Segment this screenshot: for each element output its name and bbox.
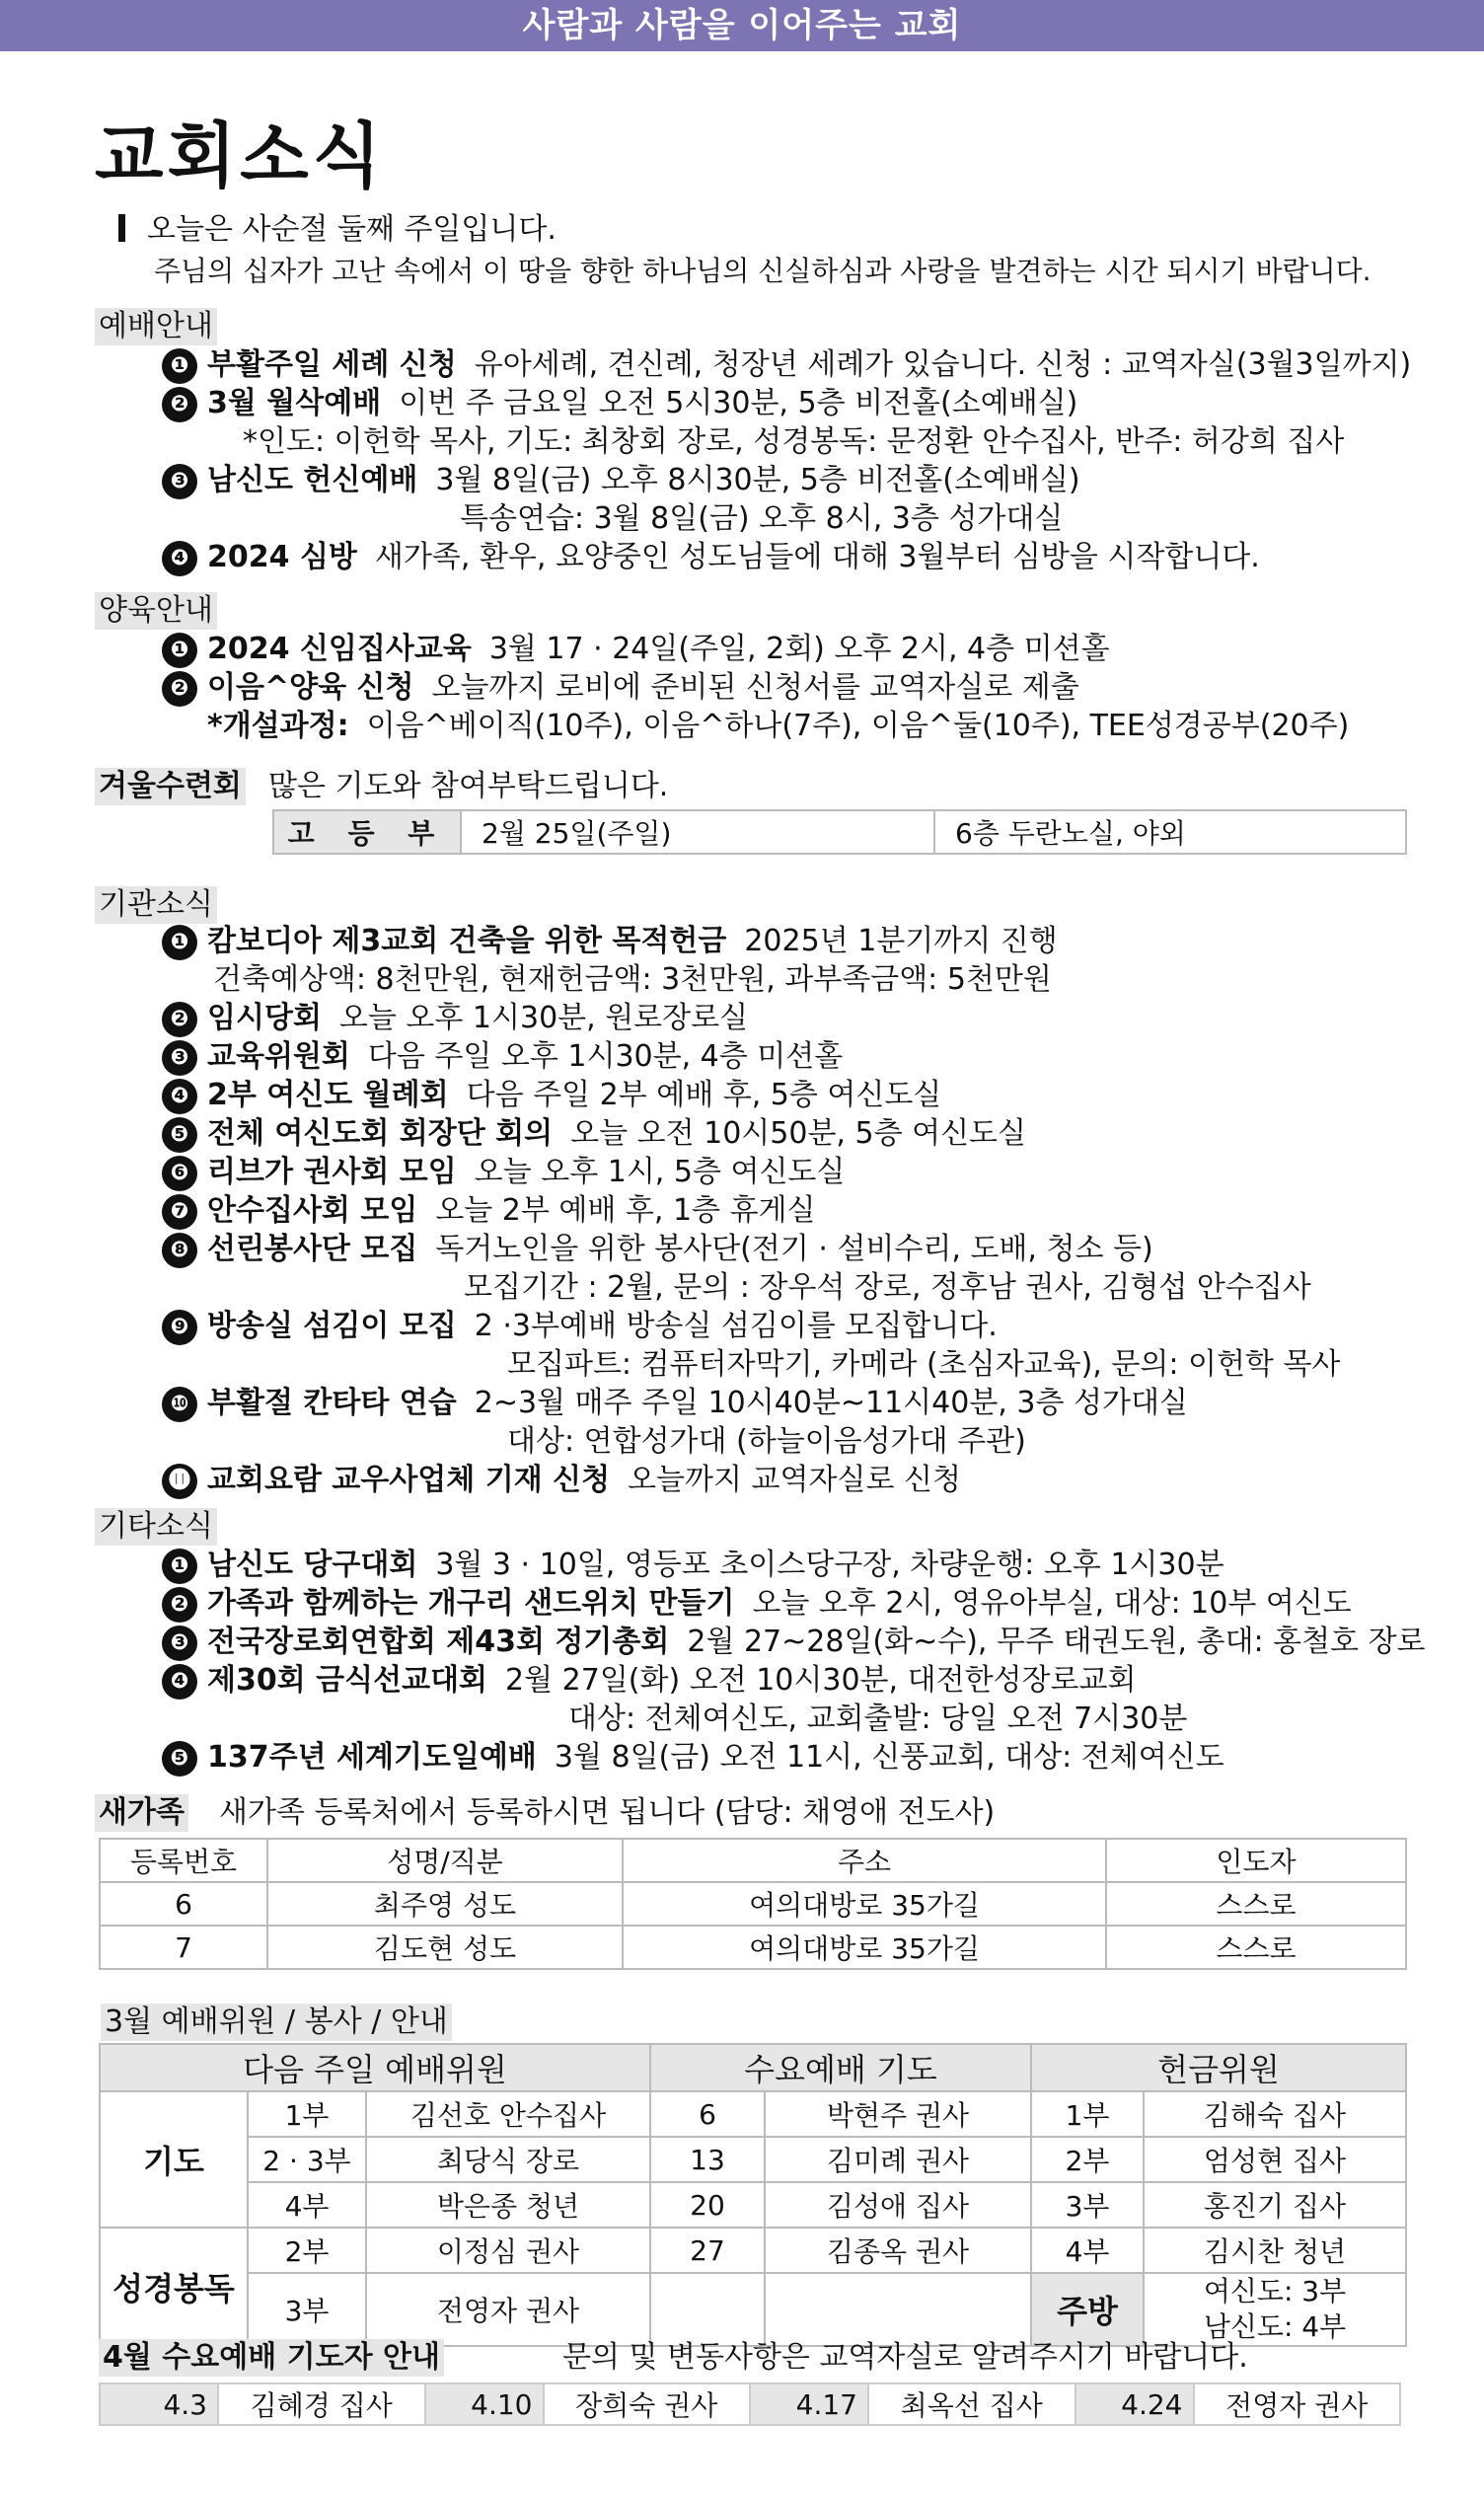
table-row: [100, 1926, 1406, 1969]
item-number-icon: ❶: [162, 925, 197, 960]
item-title: 2024 심방: [207, 540, 357, 574]
item-text: 이번 주 금요일 오전 5시30분, 5층 비전홀(소예배실): [399, 386, 1078, 420]
april-name: 전영자 권사: [1194, 2383, 1401, 2425]
header-banner: 사람과 사람을 이어주는 교회: [0, 0, 1484, 51]
item-title: 남신도 당구대회: [207, 1548, 418, 1582]
list-item: [162, 707, 1445, 745]
winter-label: 고 등 부: [273, 810, 461, 854]
item-text: 새가족, 환우, 요양중인 성도님들에 대해 3월부터 심방을 시작합니다.: [374, 540, 1260, 574]
offer-name: 엄성현 집사: [1144, 2137, 1406, 2182]
item-number-icon: ❸: [162, 1626, 197, 1661]
item-text: 오늘 오후 1시30분, 원로장로실: [338, 1001, 749, 1035]
table-cell: 김도현 성도: [267, 1926, 623, 1969]
list-item: [162, 1661, 1445, 1700]
winter-date: 2월 25일(주일): [461, 810, 934, 854]
kitchen-cell: [1144, 2273, 1406, 2346]
wed-date: 27: [650, 2228, 765, 2273]
item-number-icon: ❺: [162, 1741, 197, 1777]
item-title: 2024 신임집사교육: [207, 632, 472, 666]
item-text: 다음 주일 오후 1시30분, 4층 미션홀: [367, 1039, 844, 1074]
april-table: [99, 2382, 1401, 2426]
next-part: 4부: [248, 2182, 366, 2228]
empty-cell: [765, 2273, 1031, 2346]
column-header: 성명/직분: [267, 1839, 623, 1882]
item-number-icon: ❼: [162, 1194, 197, 1230]
offer-name: 홍진기 집사: [1144, 2182, 1406, 2228]
item-text: 3월 8일(금) 오후 8시30분, 5층 비전홀(소예배실): [435, 463, 1080, 497]
item-title: 이음^양육 신청: [207, 670, 414, 705]
org-heading: 기관소식: [95, 886, 217, 924]
april-date: 4.17: [750, 2383, 868, 2425]
kitchen-label: 주방: [1031, 2273, 1144, 2346]
table-row: [273, 810, 1406, 854]
list-item: [162, 461, 1445, 499]
bar-icon: [118, 214, 125, 242]
offer-part: 2부: [1031, 2137, 1144, 2182]
item-title: 전국장로회연합회 제43회 정기총회: [207, 1625, 670, 1659]
next-part: 2부: [248, 2228, 366, 2273]
kitchen-women: 여신도: 3부: [1203, 2275, 1347, 2307]
list-item: [162, 1191, 1445, 1230]
item-title: 교회요람 교우사업체 기재 신청: [207, 1463, 611, 1497]
next-name: 박은종 청년: [366, 2182, 650, 2228]
next-part: 2 · 3부: [248, 2137, 366, 2182]
table-cell: 최주영 성도: [267, 1882, 623, 1926]
list-item: [162, 1623, 1445, 1661]
item-text: 오늘 오전 10시50분, 5층 여신도실: [570, 1116, 1027, 1151]
item-text: 오늘 오후 2시, 영유아부실, 대상: 10부 여신도: [752, 1586, 1352, 1621]
list-item: [162, 1307, 1445, 1345]
etc-heading: 기타소식: [95, 1508, 217, 1546]
item-title: 선린봉사단 모집: [207, 1232, 418, 1266]
wed-date: 6: [650, 2091, 765, 2137]
item-number-icon: ❻: [162, 1156, 197, 1191]
list-item: [162, 384, 1445, 422]
wed-header: 수요예배 기도: [650, 2044, 1031, 2091]
item-title: 캄보디아 제3교회 건축을 위한 목적헌금: [207, 924, 727, 958]
april-name: 장희숙 권사: [544, 2383, 751, 2425]
item-number-icon: ❹: [162, 1664, 197, 1700]
april-heading: 4월 수요예배 기도자 안내: [99, 2339, 444, 2377]
item-number-icon: ❿: [162, 1387, 197, 1422]
table-row: [100, 2182, 1406, 2228]
item-number-icon: ❸: [162, 464, 197, 499]
offer-part: 4부: [1031, 2228, 1144, 2273]
table-cell: 스스로: [1106, 1882, 1406, 1926]
item-text: 2월 27~28일(화~수), 무주 태권도원, 총대: 홍철호 장로: [687, 1625, 1426, 1659]
column-header: 등록번호: [100, 1839, 267, 1882]
reading-label: 성경봉독: [100, 2228, 248, 2346]
list-item: [162, 538, 1445, 576]
table-cell: 여의대방로 35가길: [623, 1882, 1106, 1926]
list-item: [162, 422, 1445, 461]
item-subtext: 특송연습: 3월 8일(금) 오후 8시, 3층 성가대실: [460, 501, 1064, 536]
newfamily-table: [99, 1838, 1407, 1970]
empty-cell: [650, 2273, 765, 2346]
item-text: 다음 주일 2부 예배 후, 5층 여신도실: [466, 1078, 942, 1112]
list-item: [162, 1422, 1445, 1461]
offer-header: 헌금위원: [1031, 2044, 1406, 2091]
list-item: [162, 1153, 1445, 1191]
april-date: 4.24: [1076, 2383, 1194, 2425]
item-subtext: 건축예상액: 8천만원, 현재헌금액: 3천만원, 과부족금액: 5천만원: [213, 962, 1052, 997]
org-list: [162, 922, 1445, 1499]
item-number-icon: ❸: [162, 1040, 197, 1076]
item-text: 2025년 1분기까지 진행: [744, 924, 1058, 958]
list-item: [162, 499, 1445, 538]
item-title: 방송실 섬김이 모집: [207, 1309, 457, 1343]
item-number-icon: ❷: [162, 387, 197, 422]
winter-table: [272, 809, 1407, 855]
item-title: 가족과 함께하는 개구리 샌드위치 만들기: [207, 1586, 735, 1621]
item-title: 교육위원회: [207, 1039, 350, 1074]
list-item: [162, 1738, 1445, 1777]
item-text: 유아세례, 견신례, 청장년 세례가 있습니다. 신청 : 교역자실(3월3일까지): [474, 347, 1412, 382]
table-row: [100, 2044, 1406, 2091]
newfamily-note: 새가족 등록처에서 등록하시면 됩니다 (담당: 채영애 전도사): [219, 1795, 996, 1830]
table-row: [100, 2137, 1406, 2182]
offer-name: 김시찬 청년: [1144, 2228, 1406, 2273]
table-row: [100, 2091, 1406, 2137]
list-item: [162, 1546, 1445, 1584]
item-subtext: 모집기간 : 2월, 문의 : 장우석 장로, 정후남 권사, 김형섭 안수집사: [464, 1270, 1311, 1305]
table-cell: 7: [100, 1926, 267, 1969]
item-text: 오늘 2부 예배 후, 1층 휴게실: [435, 1193, 816, 1228]
item-title: 제30회 금식선교대회: [207, 1663, 488, 1698]
offer-part: 1부: [1031, 2091, 1144, 2137]
item-text: 3월 3 · 10일, 영등포 초이스당구장, 차량운행: 오후 1시30분: [435, 1548, 1224, 1582]
list-item: [162, 1384, 1445, 1422]
kitchen-men: 남신도: 4부: [1203, 2310, 1347, 2343]
list-item: [162, 1114, 1445, 1153]
worship-list: [162, 345, 1445, 576]
list-item: [162, 1268, 1445, 1307]
item-title: *개설과정:: [207, 709, 349, 743]
offer-name: 김해숙 집사: [1144, 2091, 1406, 2137]
item-title: 137주년 세계기도일예배: [207, 1740, 537, 1775]
item-title: 안수집사회 모임: [207, 1193, 418, 1228]
item-number-icon: ❷: [162, 1002, 197, 1037]
item-number-icon: ❽: [162, 1233, 197, 1268]
item-title: 2부 여신도 월례회: [207, 1078, 449, 1112]
item-title: 부활주일 세례 신청: [207, 347, 457, 382]
table-row: [100, 1882, 1406, 1926]
list-item: [162, 1700, 1445, 1738]
item-subtext: 대상: 연합성가대 (하늘이음성가대 주관): [507, 1424, 1026, 1459]
table-cell: 여의대방로 35가길: [623, 1926, 1106, 1969]
next-name: 전영자 권사: [366, 2273, 650, 2346]
item-number-icon: ⓫: [162, 1464, 197, 1499]
training-list: [162, 630, 1445, 745]
item-title: 3월 월삭예배: [207, 386, 382, 420]
next-part: 1부: [248, 2091, 366, 2137]
list-item: [162, 668, 1445, 707]
april-name: 김혜경 집사: [218, 2383, 425, 2425]
newfamily-heading: 새가족: [95, 1794, 188, 1832]
list-item: [162, 1076, 1445, 1114]
item-text: 이음^베이직(10주), 이음^하나(7주), 이음^둘(10주), TEE성경공부(20주): [366, 709, 1350, 743]
table-row: [100, 2228, 1406, 2273]
wed-name: 김종옥 권사: [765, 2228, 1031, 2273]
item-text: 2월 27일(화) 오전 10시30분, 대전한성장로교회: [505, 1663, 1137, 1698]
intro-subline: 주님의 십자가 고난 속에서 이 땅을 향한 하나님의 신실하심과 사랑을 발견하는 시간 되시기 바랍니다.: [154, 255, 1372, 287]
march-table: [99, 2043, 1407, 2347]
prayer-label: 기도: [100, 2091, 248, 2228]
list-item: [162, 1037, 1445, 1076]
next-name: 김선호 안수집사: [366, 2091, 650, 2137]
march-heading: 3월 예배위원 / 봉사 / 안내: [101, 2004, 452, 2041]
wed-name: 김성애 집사: [765, 2182, 1031, 2228]
table-row: [100, 2383, 1400, 2425]
list-item: [162, 1345, 1445, 1384]
offer-part: 3부: [1031, 2182, 1144, 2228]
table-cell: 6: [100, 1882, 267, 1926]
item-number-icon: ❷: [162, 1587, 197, 1623]
item-subtext: 대상: 전체여신도, 교회출발: 당일 오전 7시30분: [568, 1701, 1188, 1736]
worship-heading: 예배안내: [95, 308, 217, 345]
list-item: [162, 630, 1445, 668]
april-date: 4.10: [425, 2383, 544, 2425]
winter-note: 많은 기도와 참여부탁드립니다.: [268, 769, 669, 803]
winter-heading: 겨울수련회: [95, 768, 246, 805]
item-subtext: 모집파트: 컴퓨터자막기, 카메라 (초심자교육), 문의: 이헌학 목사: [507, 1347, 1341, 1382]
item-title: 전체 여신도회 회장단 회의: [207, 1116, 554, 1151]
column-header: 주소: [623, 1839, 1106, 1882]
wed-name: 김미례 권사: [765, 2137, 1031, 2182]
item-title: 남신도 헌신예배: [207, 463, 418, 497]
next-part: 3부: [248, 2273, 366, 2346]
item-text: 독거노인을 위한 봉사단(전기 · 설비수리, 도배, 청소 등): [435, 1232, 1153, 1266]
winter-place: 6층 두란노실, 야외: [934, 810, 1406, 854]
table-row: [100, 2273, 1406, 2346]
item-number-icon: ❾: [162, 1310, 197, 1345]
item-number-icon: ❶: [162, 633, 197, 668]
item-subtext: *인도: 이헌학 목사, 기도: 최창회 장로, 성경봉독: 문정환 안수집사, 반주: 허강희 집사: [243, 424, 1345, 459]
item-text: 오늘까지 교역자실로 신청: [628, 1463, 961, 1497]
wed-name: 박현주 권사: [765, 2091, 1031, 2137]
training-heading: 양육안내: [95, 592, 217, 630]
item-text: 2~3월 매주 주일 10시40분~11시40분, 3층 성가대실: [474, 1386, 1188, 1420]
etc-list: [162, 1546, 1445, 1777]
list-item: [162, 960, 1445, 999]
item-text: 2 ·3부예배 방송실 섬김이를 모집합니다.: [474, 1309, 998, 1343]
next-header: 다음 주일 예배위원: [100, 2044, 650, 2091]
item-title: 부활절 칸타타 연습: [207, 1386, 457, 1420]
item-text: 오늘까지 로비에 준비된 신청서를 교역자실로 제출: [431, 670, 1079, 705]
item-title: 리브가 권사회 모임: [207, 1155, 457, 1189]
item-number-icon: ❹: [162, 1079, 197, 1114]
list-item: [162, 922, 1445, 960]
intro: [118, 209, 1431, 292]
item-number-icon: ❶: [162, 348, 197, 384]
next-name: 이정심 권사: [366, 2228, 650, 2273]
list-item: [162, 999, 1445, 1037]
next-name: 최당식 장로: [366, 2137, 650, 2182]
list-item: [162, 1230, 1445, 1268]
table-header-row: [100, 1839, 1406, 1882]
item-text: 오늘 오후 1시, 5층 여신도실: [474, 1155, 846, 1189]
item-number-icon: ❷: [162, 671, 197, 707]
item-text: 3월 17 · 24일(주일, 2회) 오후 2시, 4층 미션홀: [488, 632, 1110, 666]
list-item: [162, 1584, 1445, 1623]
april-name: 최옥선 집사: [868, 2383, 1076, 2425]
april-note: 문의 및 변동사항은 교역자실로 알려주시기 바랍니다.: [562, 2340, 1248, 2375]
list-item: [162, 1461, 1445, 1499]
wed-date: 20: [650, 2182, 765, 2228]
page-title: 교회소식: [95, 113, 386, 197]
wed-date: 13: [650, 2137, 765, 2182]
intro-line: 오늘은 사순절 둘째 주일입니다.: [118, 209, 1431, 251]
item-title: 임시당회: [207, 1001, 322, 1035]
april-date: 4.3: [100, 2383, 218, 2425]
item-text: 3월 8일(금) 오전 11시, 신풍교회, 대상: 전체여신도: [554, 1740, 1224, 1775]
item-number-icon: ❶: [162, 1549, 197, 1584]
item-number-icon: ❹: [162, 541, 197, 576]
table-cell: 스스로: [1106, 1926, 1406, 1969]
item-number-icon: ❺: [162, 1117, 197, 1153]
list-item: [162, 345, 1445, 384]
column-header: 인도자: [1106, 1839, 1406, 1882]
